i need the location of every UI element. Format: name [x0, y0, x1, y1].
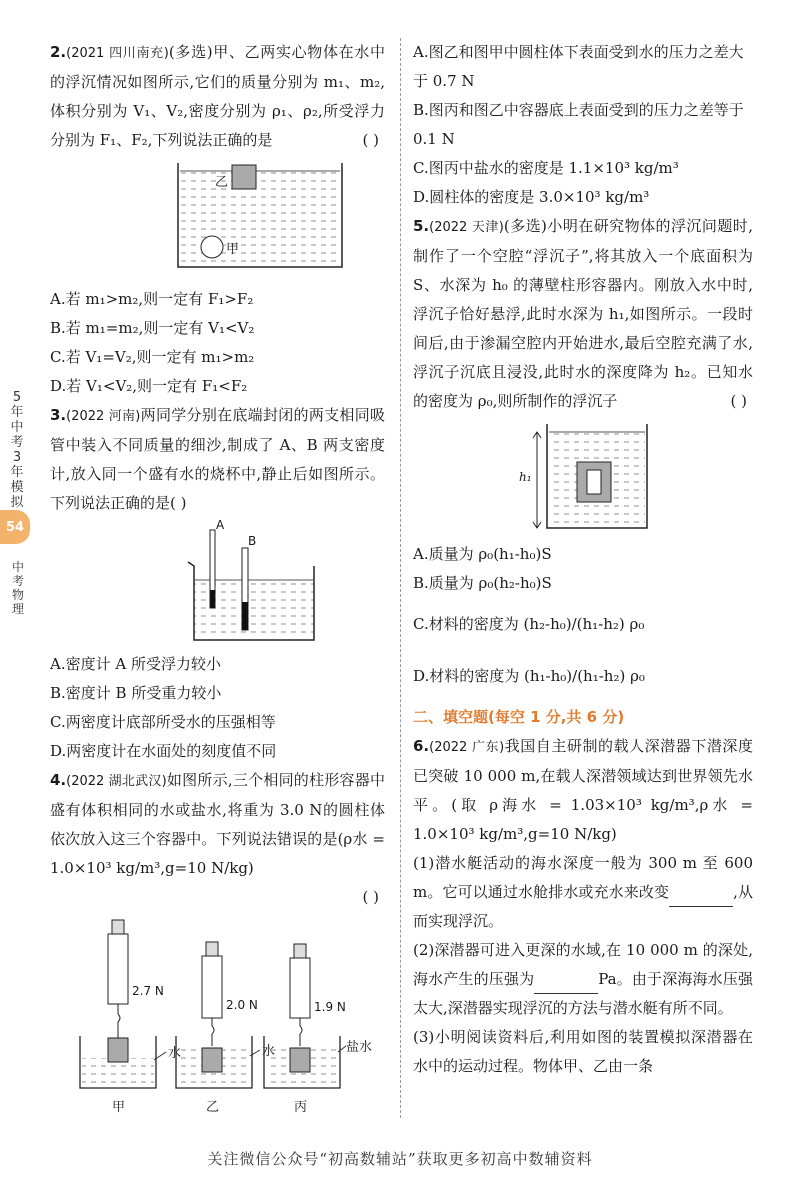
q5-option-c: C.材料的密度为 (h₂-h₀)/(h₁-h₂) ρ₀ [413, 615, 645, 633]
book-title-vertical: 5 年 中 考 3 年 模 拟 [10, 390, 24, 510]
q4-option-b: B.图丙和图乙中容器底上表面受到的压力之差等于 0.1 N [413, 101, 744, 148]
q3-option-b: B.密度计 B 所受重力较小 [50, 684, 222, 702]
subject-vertical: 中 考 物 理 [11, 560, 24, 616]
question-2-figure [50, 161, 385, 279]
question-2-stem: 2.(2021 四川南充)(多选)甲、乙两实心物体在水中的浮沉情况如图所示,它们的质量分别为 m₁、m₂,体积分别为 V₁、V₂,密度分别为 ρ₁、ρ₂,所受浮力分别为 F₁、F₂,下列说法正确的是 ( ) [50, 43, 385, 149]
question-2 [50, 38, 385, 401]
h1-label: h₁ [519, 470, 532, 484]
question-6 [413, 732, 753, 1081]
right-column [413, 38, 753, 1081]
question-3-stem: 3.(2022 河南)两同学分别在底端封闭的两支相同吸管中装入不同质量的细沙,制成了 A、B 两支密度计,放入同一个盛有水的烧杯中,静止后如图所示。下列说法正确的是( ) [50, 406, 385, 512]
page-number: 54 [0, 510, 30, 544]
question-6-part1: (1)潜水艇活动的海水深度一般为 300 m 至 600 m。它可以通过水舱排水或充水来改变 ,从而实现浮沉。 [413, 854, 753, 930]
label-jia: 甲 [226, 242, 240, 257]
force-label-2: 2.0 N [226, 998, 258, 1012]
q4-option-c: C.图丙中盐水的密度是 1.1×10³ kg/m³ [413, 159, 679, 177]
q5-option-d: D.材料的密度为 (h₁-h₀)/(h₁-h₂) ρ₀ [413, 667, 645, 685]
force-label-1: 2.7 N [132, 984, 164, 998]
question-4 [50, 766, 385, 1118]
q3-option-d: D.两密度计在水面处的刻度值不同 [50, 742, 277, 760]
q5-option-a: A.质量为 ρ₀(h₁-h₀)S [413, 545, 552, 563]
q2-option-c: C.若 V₁=V₂,则一定有 m₁>m₂ [50, 348, 255, 366]
answer-blank-1[interactable] [669, 890, 733, 907]
question-5-stem: 5.(2022 天津)(多选)小明在研究物体的浮沉问题时,制作了一个空腔“浮沉子”,将其放入一个底面积为 S、水深为 h₀ 的薄壁柱形容器内。刚放入水中时,浮沉子恰好悬浮,此时水深为 h₁,如图所示。一段时间后,由于渗漏空腔内开始进水,最后空腔充满了水,浮沉子沉底且浸没,此时水的深度降为 h₂。已知水的密度为 ρ₀,则所制作的浮沉子 ( ) [413, 217, 753, 410]
q4-option-a: A.图乙和图甲中圆柱体下表面受到水的压力之差大于 0.7 N [413, 43, 744, 90]
question-5-figure [413, 422, 753, 534]
answer-blank-2[interactable] [534, 977, 598, 994]
question-3 [50, 401, 385, 766]
q3-option-a: A.密度计 A 所受浮力较小 [50, 655, 221, 673]
salt-water-label: 盐水 [346, 1040, 373, 1055]
column-divider [400, 38, 401, 1118]
label-a: A [216, 518, 225, 532]
water-label-2: 水 [262, 1044, 276, 1059]
container-label-yi: 乙 [206, 1100, 220, 1115]
container-label-jia: 甲 [112, 1100, 126, 1115]
footer-note: 关注微信公众号“初高数辅站”获取更多初高中数辅资料 [207, 1150, 593, 1168]
question-5 [413, 212, 753, 702]
left-column [50, 38, 385, 1124]
q2-option-a: A.若 m₁>m₂,则一定有 F₁>F₂ [50, 290, 254, 308]
question-6-stem: 6.(2022 广东)我国自主研制的载人深潜器下潜深度已突破 10 000 m,在载人深潜领域达到世界领先水平。(取 ρ海水 = 1.03×10³ kg/m³,ρ水 = 1.0×10³ kg/m³,g=10 N/kg) [413, 737, 753, 843]
question-4-stem: 4.(2022 湖北武汉)如图所示,三个相同的柱形容器中盛有体积相同的水或盐水,将重为 3.0 N的圆柱体依次放入这三个容器中。下列说法错误的是(ρ水 = 1.0×10³ kg/m³,g=10 N/kg) [50, 771, 385, 877]
q2-option-b: B.若 m₁=m₂,则一定有 V₁<V₂ [50, 319, 255, 337]
question-6-part2: (2)深潜器可进入更深的水域,在 10 000 m 的深处,海水产生的压强为 Pa。由于深海海水压强太大,深潜器实现浮沉的方法与潜水艇有所不同。 [413, 941, 753, 1017]
container-label-bing: 丙 [294, 1100, 308, 1115]
question-4-bracket: ( ) [362, 888, 379, 906]
force-label-3: 1.9 N [314, 1000, 346, 1014]
question-3-figure [50, 518, 385, 644]
q4-option-d: D.圆柱体的密度是 3.0×10³ kg/m³ [413, 188, 650, 206]
q5-option-b: B.质量为 ρ₀(h₂-h₀)S [413, 574, 552, 592]
q3-option-c: C.两密度计底部所受水的压强相等 [50, 713, 276, 731]
water-label-1: 水 [168, 1046, 182, 1061]
q2-option-d: D.若 V₁<V₂,则一定有 F₁<F₂ [50, 377, 248, 395]
question-4-figure [50, 918, 385, 1118]
label-b: B [248, 534, 257, 548]
label-yi: 乙 [215, 175, 229, 190]
section-heading: 二、填空题(每空 1 分,共 6 分) [413, 708, 625, 726]
question-6-part3: (3)小明阅读资料后,利用如图的装置模拟深潜器在水中的运动过程。物体甲、乙由一条 [413, 1028, 753, 1075]
